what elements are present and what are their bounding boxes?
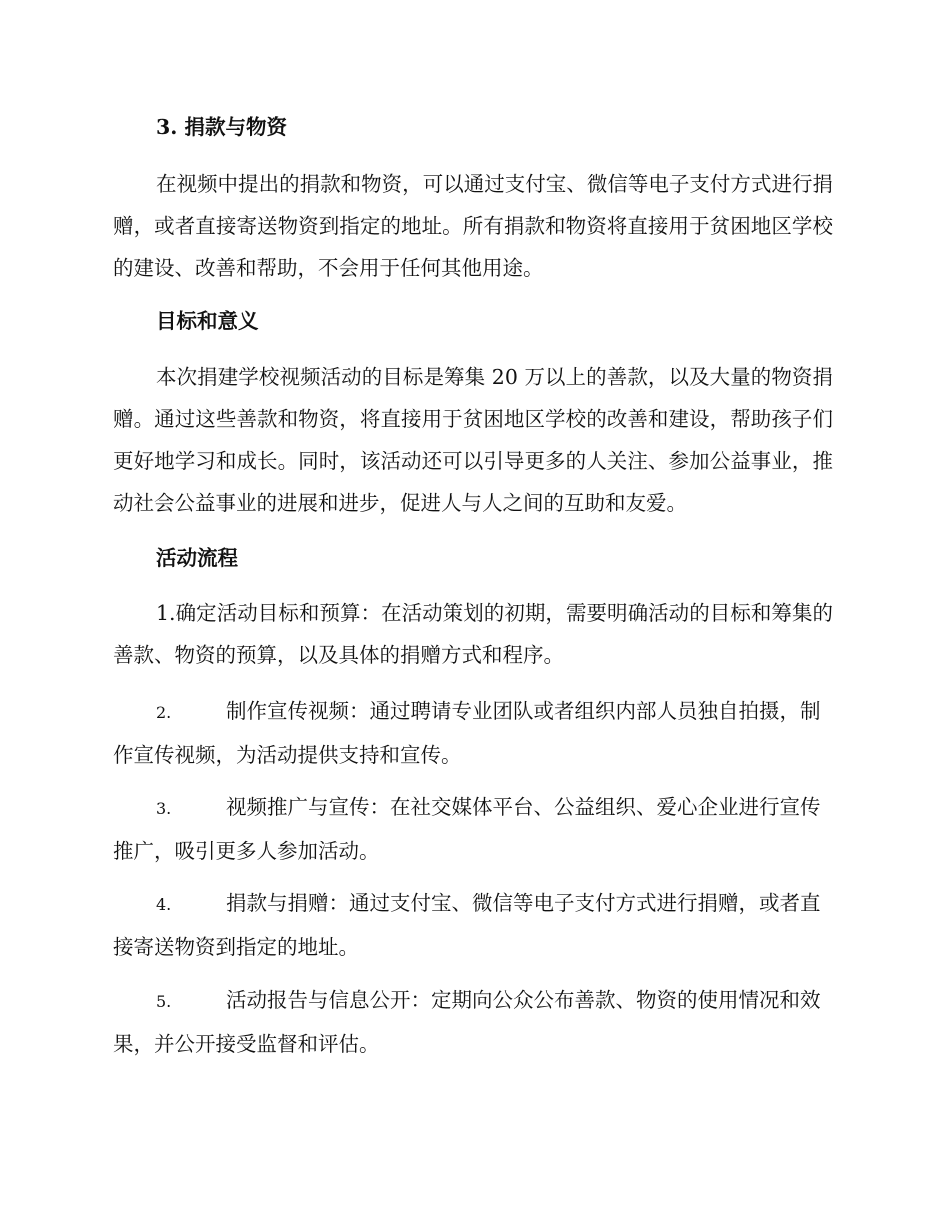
process-step-5 xyxy=(113,979,833,1065)
step-text: 制作宣传视频：通过聘请专业团队或者组织内部人员独自拍摄，制作宣传视频，为活动提供支持和宣传。 xyxy=(113,699,821,767)
step-text: 捐款与捐赠：通过支付宝、微信等电子支付方式进行捐赠，或者直接寄送物资到指定的地址。 xyxy=(113,891,821,959)
step-number: 5. xyxy=(156,992,172,1011)
section-heading-goals: 目标和意义 xyxy=(156,309,259,333)
section-heading-donations: 3. 捐款与物资 xyxy=(156,115,288,139)
step-number: 2. xyxy=(156,703,172,722)
step-number: 4. xyxy=(156,895,172,914)
process-step-2 xyxy=(113,690,833,776)
step-text: 活动报告与信息公开：定期向公众公布善款、物资的使用情况和效果，并公开接受监督和评估。 xyxy=(113,988,821,1056)
paragraph-goals: 本次捐建学校视频活动的目标是筹集 20 万以上的善款，以及大量的物资捐赠。通过这些善款和物资，将直接用于贫困地区学校的改善和建设，帮助孩子们更好地学习和成长。同时，该活动还可以引导更多的人关注、参加公益事业，推动社会公益事业的进展和进步，促进人与人之间的互助和友爱。 xyxy=(113,365,833,515)
section-heading-process: 活动流程 xyxy=(156,546,238,570)
process-step-3 xyxy=(113,786,833,872)
paragraph-donations: 在视频中提出的捐款和物资，可以通过支付宝、微信等电子支付方式进行捐赠，或者直接寄送物资到指定的地址。所有捐款和物资将直接用于贫困地区学校的建设、改善和帮助，不会用于任何其他用途。 xyxy=(113,172,833,280)
step-text: 视频推广与宣传：在社交媒体平台、公益组织、爱心企业进行宣传推广，吸引更多人参加活动。 xyxy=(113,795,821,863)
process-step-1: 1.确定活动目标和预算：在活动策划的初期，需要明确活动的目标和筹集的善款、物资的预算，以及具体的捐赠方式和程序。 xyxy=(113,601,833,667)
step-number: 3. xyxy=(156,799,172,818)
process-step-4 xyxy=(113,882,833,968)
